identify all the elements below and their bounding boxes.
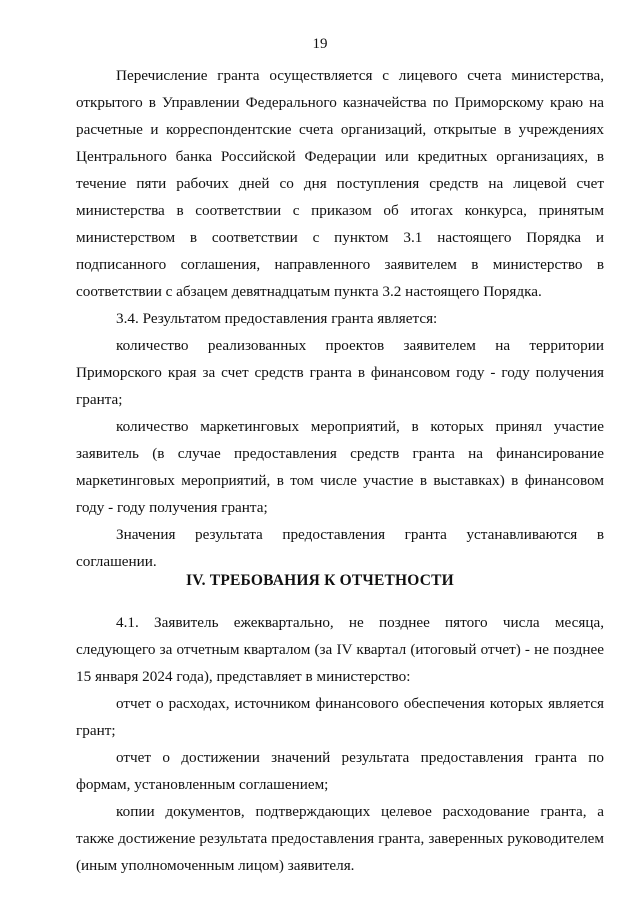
paragraph-line: отчет о расходах, источником финансового обеспечения которых является [116,695,604,712]
paragraph-line: Центрального банка Российской Федерации или кредитных организациях, в [76,148,604,165]
paragraph-line: Значения результата предоставления гранта устанавливаются в [116,526,604,543]
section-heading: IV. ТРЕБОВАНИЯ К ОТЧЕТНОСТИ [186,572,454,589]
paragraph-line: министерством в соответствии с пунктом 3.1 настоящего Порядка и [76,229,604,246]
paragraph-line: течение пяти рабочих дней со дня поступления средств на лицевой счет [76,175,604,192]
paragraph-line: формам, установленным соглашением; [76,776,329,793]
paragraph-line: соглашении. [76,553,157,570]
paragraph-line: количество реализованных проектов заявителем на территории [116,337,604,354]
paragraph-line: 3.4. Результатом предоставления гранта является: [116,310,438,327]
paragraph-line: 4.1. Заявитель ежеквартально, не позднее пятого числа месяца, [116,614,604,631]
paragraph-line: заявитель (в случае предоставления средств гранта на финансирование [76,445,604,462]
paragraph-line: грант; [76,722,116,739]
paragraph-line: также достижение результата предоставления гранта, заверенных руководителем [76,830,604,847]
paragraph-line: Перечисление гранта осуществляется с лицевого счета министерства, [116,67,604,84]
paragraph-line: подписанного соглашения, направленного заявителем в министерство в [76,256,604,273]
paragraph-line: году - году получения гранта; [76,499,268,516]
paragraph-line: 15 января 2024 года), представляет в министерство: [76,668,411,685]
paragraph-line: гранта; [76,391,123,408]
paragraph-line: соответствии с абзацем девятнадцатым пункта 3.2 настоящего Порядка. [76,283,542,300]
paragraph-line: Приморского края за счет средств гранта в финансовом году - году получения [76,364,604,381]
paragraph-line: количество маркетинговых мероприятий, в которых принял участие [116,418,604,435]
paragraph-line: открытого в Управлении Федерального казначейства по Приморскому краю на [76,94,604,111]
page-number: 19 [312,36,328,52]
paragraph-line: копии документов, подтверждающих целевое расходование гранта, а [116,803,604,820]
paragraph-line: расчетные и корреспондентские счета организаций, открытые в учреждениях [76,121,604,138]
paragraph-line: министерства в соответствии с приказом об итогах конкурса, принятым [76,202,604,219]
paragraph-line: маркетинговых мероприятий, в том числе участие в выставках) в финансовом [76,472,604,489]
paragraph-line: следующего за отчетным кварталом (за IV квартал (итоговый отчет) - не позднее [76,641,604,658]
paragraph-line: (иным уполномоченным лицом) заявителя. [76,857,355,874]
paragraph-line: отчет о достижении значений результата предоставления гранта по [116,749,604,766]
